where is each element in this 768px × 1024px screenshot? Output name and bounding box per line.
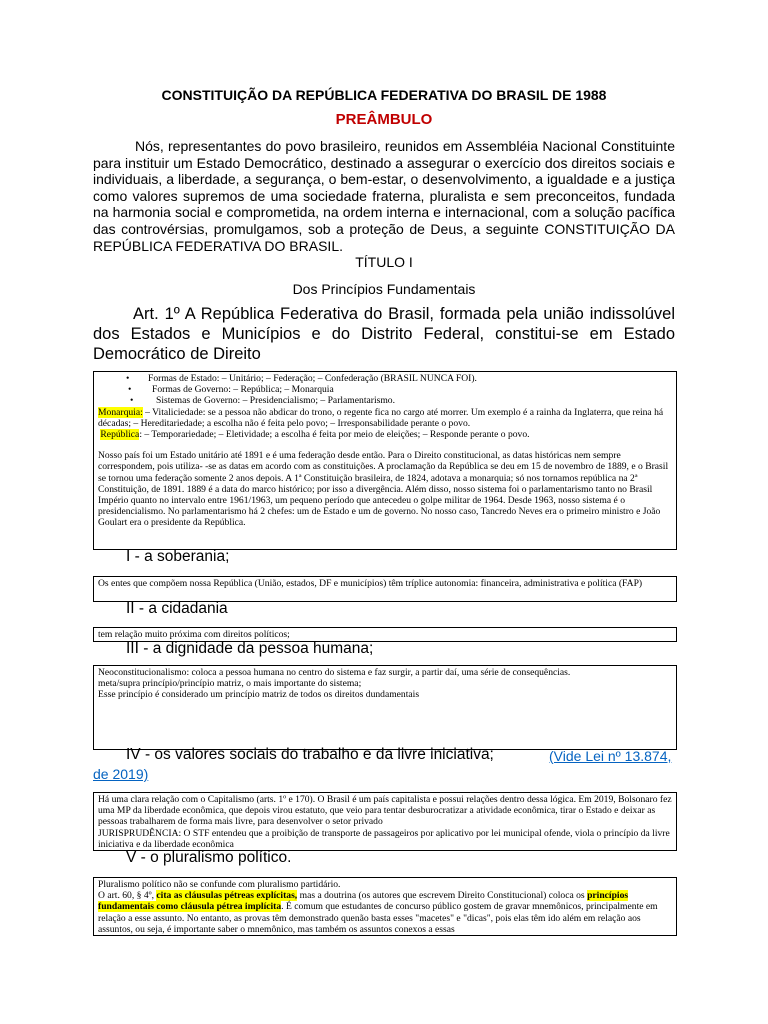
history-paragraph: Nosso país foi um Estado unitário até 1891 e é uma federação desde então. Para o Direito constitucional, as datas históricas nem sempre correspondem, pois utiliza- -se as datas em acordo com as constituições. A proclamação da República se deu em 15 de novembro de 1889, e o Brasil se tornou uma federação somente 2 anos depois. A 1ª Constituição brasileira, de 1824, adotava a monarquia; só nos tornamos república na 2ª Constituição, de 1891. 1889 é a data do marco histórico; por isso a divergência. Além disso, nosso sistema foi o parlamentarismo tanto no Brasil Império quanto no intervalo entre 1961/1963, um pequeno período que antecedeu o golpe militar de 1964. Desde 1963, nosso sistema é o presidencialismo. No parlamentarismo há 2 chefes: um de Estado e um de governo. No nosso caso, Tancredo Neves era o primeiro ministro e João Goulart era o presidente da República. [98, 450, 669, 529]
list-item: • Formas de Governo: – República; – Monarquia [128, 384, 334, 396]
notes-box-soberania: Os entes que compõem nossa República (União, estados, DF e municípios) têm tríplice autonomia: financeira, administrativa e política (FAP) [93, 576, 677, 602]
notes-box-cidadania: tem relação muito próxima com direitos políticos; [93, 627, 677, 642]
preamble-heading: PREÂMBULO [335, 111, 433, 128]
lei-13874-link-cont[interactable]: de 2019) [93, 766, 149, 782]
inciso-i: I - a soberania; [126, 548, 230, 565]
republica-note: República: – Temporariedade; – Eletividade; a escolha é feita por meio de eleições; – Responde perante o povo. [100, 429, 530, 441]
republica-label: República [100, 429, 140, 441]
titulo-heading: TÍTULO I [355, 254, 413, 270]
notes-box-dignidade: Neoconstitucionalismo: coloca a pessoa humana no centro do sistema e faz surgir, a partir daí, uma série de consequências. meta/supra princípio/princípio matriz, o mais importante do sistema; Esse princípio é considerado um princípio matriz de todos os direitos dundamentais [93, 665, 677, 750]
lei-13874-link[interactable]: (Vide Lei nº 13.874, [549, 748, 672, 764]
titulo-subtitle: Dos Princípios Fundamentais [292, 281, 476, 297]
monarquia-label: Monarquia: [98, 406, 143, 418]
article-1: Art. 1º A República Federativa do Brasil, formada pela união indissolúvel dos Estados e Municípios e do Distrito Federal, constitui-se em Estado Democrático de Direito [93, 305, 675, 363]
document-title: CONSTITUIÇÃO DA REPÚBLICA FEDERATIVA DO BRASIL DE 1988 [161, 87, 607, 103]
highlight-clausulas-explicitas: cita as cláusulas pétreas explícitas, [156, 890, 298, 902]
notes-box-art1 [93, 371, 677, 550]
highlight-clausula-implicita: princípios fundamentais como cláusula pétrea implícita [98, 890, 629, 913]
notes-box-pluralismo: Pluralismo político não se confunde com pluralismo partidário. O art. 60, § 4º, cita as cláusulas pétreas explícitas, mas a doutrina (os autores que escrevem Direito Constitucional) coloca os princípios fundamentais como cláusula pétrea implícita. É comum que estudantes de concurso público gostem de gravar mnemônicos, principalmente em relação a esse assunto. No entanto, as provas têm demonstrado quenão basta esses "macetes" e "dicas", pois elas têm ido além em relação aos assuntos, ou seja, é importante saber o mnemônico, mas também os assuntos conexos a essas [93, 877, 677, 936]
inciso-ii: II - a cidadania [126, 600, 228, 617]
preamble-text: Nós, representantes do povo brasileiro, reunidos em Assembléia Nacional Constituinte para instituir um Estado Democrático, destinado a assegurar o exercício dos direitos sociais e individuais, a liberdade, a segurança, o bem-estar, o desenvolvimento, a igualdade e a justiça como valores supremos de uma sociedade fraterna, pluralista e sem preconceitos, fundada na harmonia social e comprometida, na ordem interna e internacional, com a solução pacífica das controvérsias, promulgamos, sob a proteção de Deus, a seguinte CONSTITUIÇÃO DA REPÚBLICA FEDERATIVA DO BRASIL. [93, 138, 675, 254]
inciso-iii: III - a dignidade da pessoa humana; [126, 640, 374, 657]
inciso-v: V - o pluralismo político. [126, 849, 292, 866]
monarquia-note: Monarquia: – Vitaliciedade: se a pessoa não abdicar do trono, o regente fica no cargo até morrer. Um exemplo é a rainha da Inglaterra, que reina há décadas; – Hereditariedade; a escolha não é feita pelo povo; – Irresponsabilidade perante o povo. [98, 406, 664, 429]
list-item: • Sistemas de Governo: – Presidencialismo; – Parlamentarismo. [130, 395, 396, 407]
inciso-iv: IV - os valores sociais do trabalho e da livre iniciativa; [126, 746, 494, 763]
list-item: • Formas de Estado: – Unitário; – Federação; – Confederação (BRASIL NUNCA FOI). [126, 373, 477, 384]
notes-box-livre-iniciativa: Há uma clara relação com o Capitalismo (arts. 1º e 170). O Brasil é um país capitalista e possui relações dentro dessa lógica. Em 2019, Bolsonaro fez uma MP da liberdade econômica, que depois virou estatuto, que veio para tentar desburocratizar a atividade econômica, tirar o Estado e deixar as pessoas trabalharem de forma mais livre, para desenvolver o setor privado JURISPRUDÊNCIA: O STF entendeu que a proibição de transporte de passageiros por aplicativo por lei municipal ofende, viola o princípio da livre iniciativa e da liberdade econômica [93, 792, 677, 851]
